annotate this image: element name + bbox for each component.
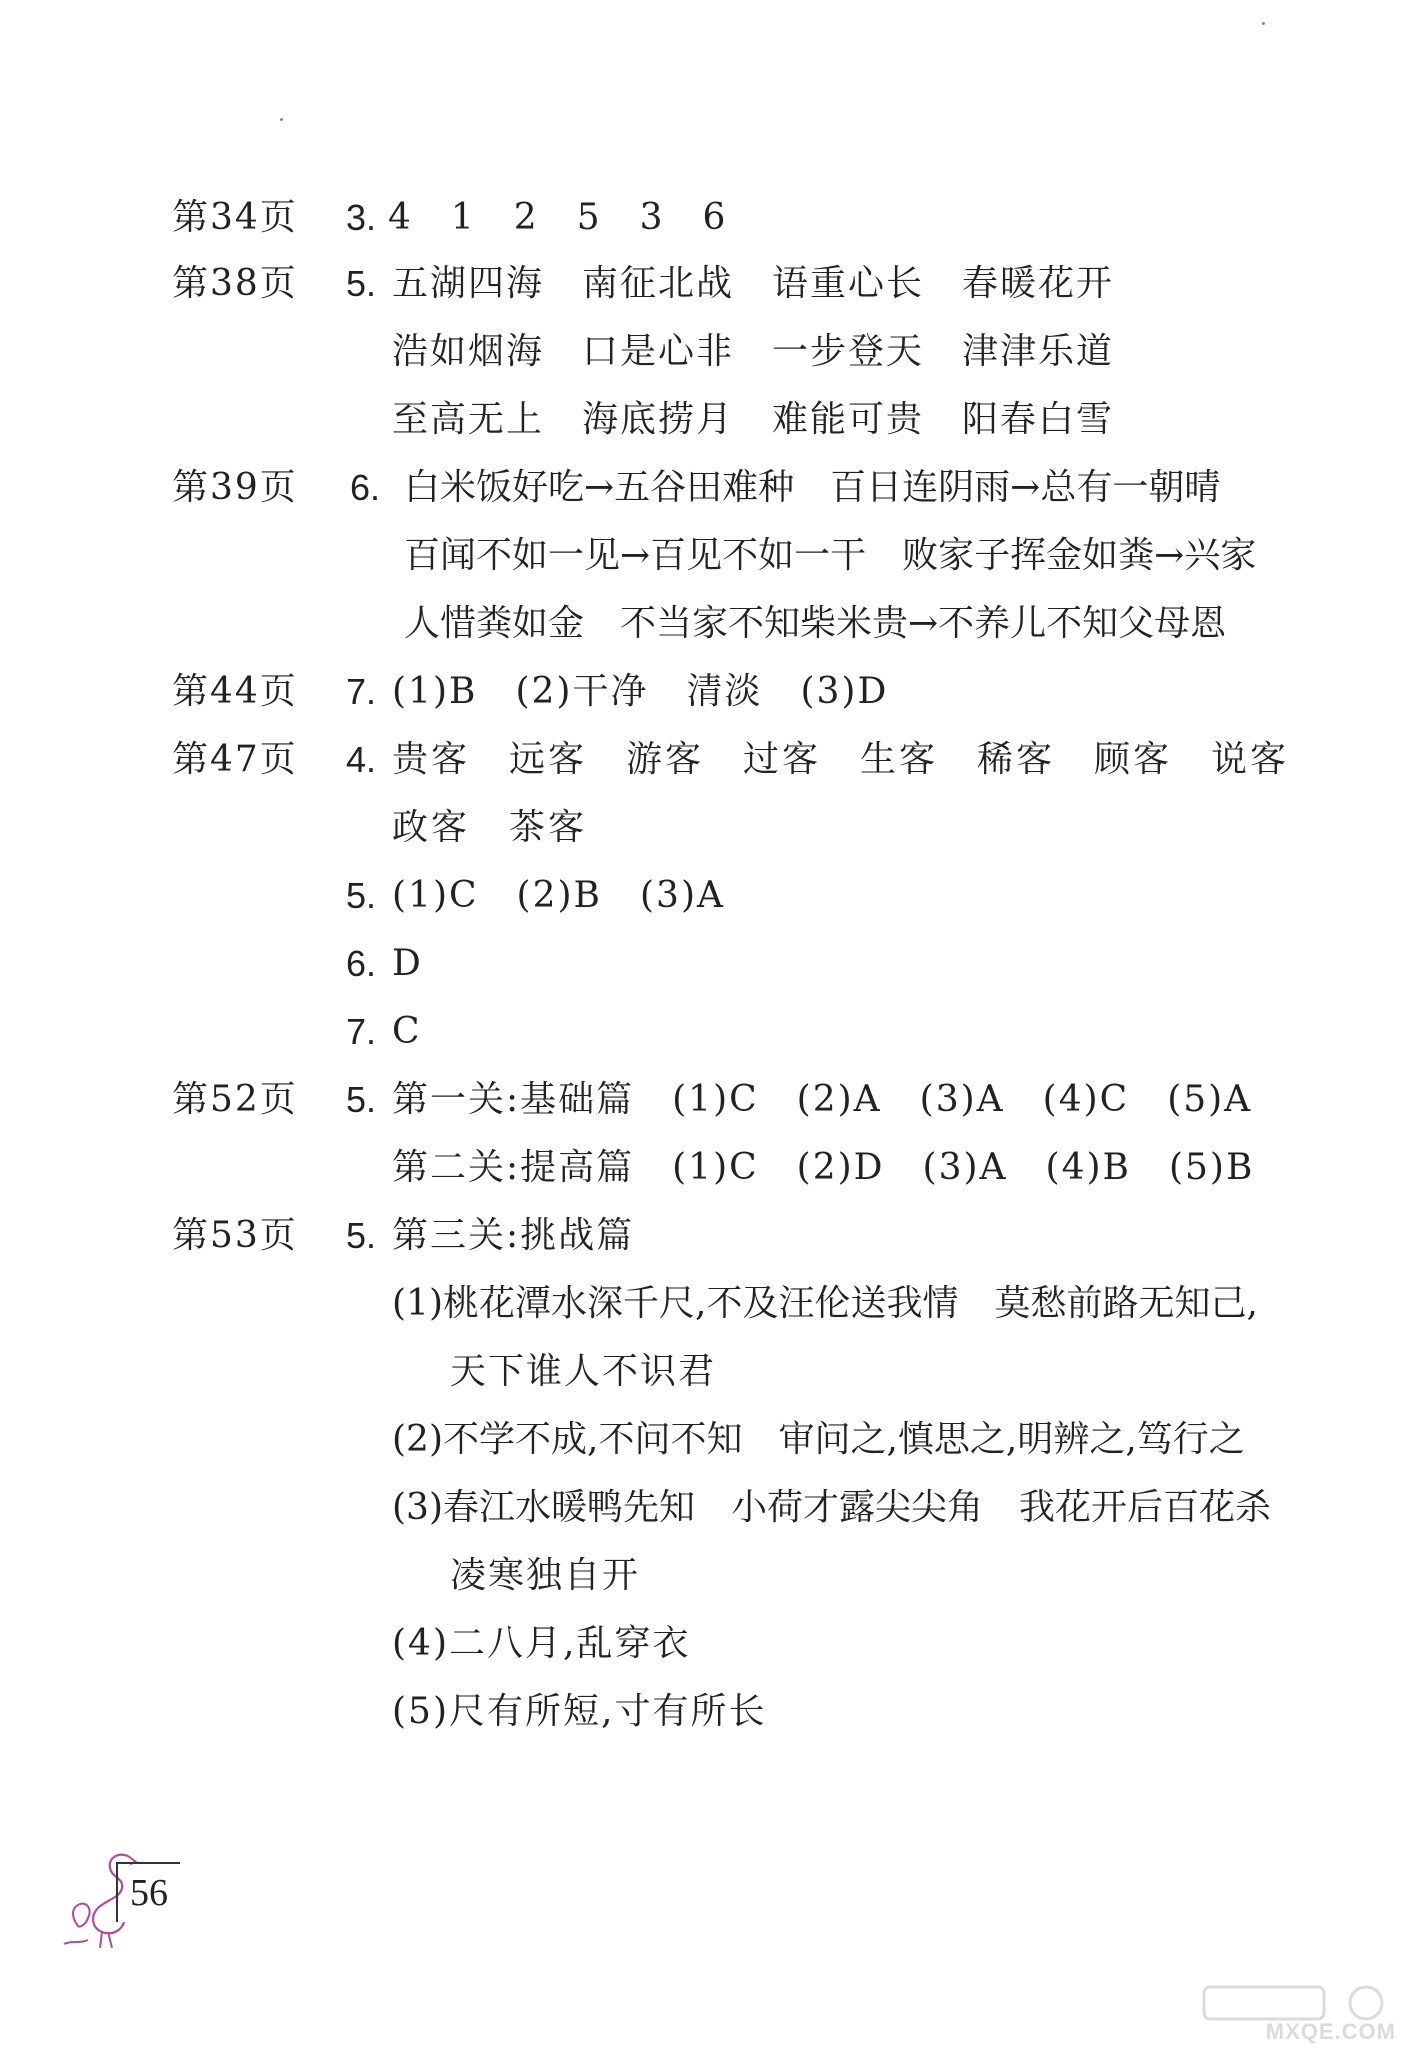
watermark-text: MXQE.COM [1265, 2019, 1396, 2044]
question-number: 5. [346, 1215, 377, 1256]
watermark-seal-icon [1196, 1985, 1396, 2021]
answer-line: 贵客 远客 游客 过客 生客 稀客 顾客 说客 [392, 739, 1290, 780]
page-ref-label: 第47页 [172, 739, 298, 780]
question-number: 5. [346, 875, 377, 916]
page-ref-label: 第52页 [172, 1079, 298, 1120]
answer-line: 百闻不如一见→百见不如一干 败家子挥金如粪→兴家 [404, 535, 1257, 576]
question-number: 4. [346, 739, 377, 780]
watermark-logo [1196, 1985, 1396, 2045]
answer-line: C [392, 1011, 422, 1052]
question-number: 5. [346, 1079, 377, 1120]
answer-line: 天下谁人不识君 [450, 1351, 717, 1392]
question-number: 7. [346, 1011, 377, 1052]
question-number: 6. [346, 943, 377, 984]
question-number: 7. [346, 671, 377, 712]
question-number: 5. [346, 263, 377, 304]
answer-line: D [392, 943, 423, 984]
page-ref-label: 第34页 [172, 197, 298, 238]
answer-line: 浩如烟海 口是心非 一步登天 津津乐道 [392, 331, 1115, 372]
answer-line: 凌寒独自开 [450, 1555, 641, 1596]
answer-line: (1)C (2)B (3)A [392, 875, 725, 916]
answer-line: 五湖四海 南征北战 语重心长 春暖花开 [392, 263, 1115, 304]
answer-line: 至高无上 海底捞月 难能可贵 阳春白雪 [392, 399, 1115, 440]
question-number: 6. [350, 467, 381, 508]
page-ref-label: 第44页 [172, 671, 298, 712]
question-number: 3. [346, 197, 377, 238]
answer-line: 4 1 2 5 3 6 [388, 197, 728, 238]
answer-line: (4)二八月,乱穿衣 [392, 1623, 691, 1664]
page-ref-label: 第53页 [172, 1215, 298, 1256]
answer-line: 第一关:基础篇 (1)C (2)A (3)A (4)C (5)A [392, 1079, 1253, 1120]
scan-speck [1262, 22, 1265, 25]
answer-line: 人惜粪如金 不当家不知柴米贵→不养儿不知父母恩 [404, 603, 1227, 644]
answer-line: 白米饭好吃→五谷田难种 百日连阴雨→总有一朝晴 [404, 467, 1221, 508]
page-number: 56 [116, 1862, 180, 1922]
answer-line: 第三关:挑战篇 [392, 1215, 635, 1256]
answer-line: (1)桃花潭水深千尺,不及汪伦送我情 莫愁前路无知己, [392, 1283, 1258, 1324]
answer-line: (2)不学不成,不问不知 审问之,慎思之,明辨之,笃行之 [392, 1419, 1245, 1460]
answer-line: (1)B (2)干净 清淡 (3)D [392, 671, 889, 712]
scan-speck [280, 118, 283, 121]
page-ref-label: 第39页 [172, 467, 298, 508]
answer-line: 政客 茶客 [392, 807, 588, 848]
answer-line: (3)春江水暖鸭先知 小荷才露尖尖角 我花开后百花杀 [392, 1487, 1271, 1528]
answer-line: 第二关:提高篇 (1)C (2)D (3)A (4)B (5)B [392, 1147, 1255, 1188]
answer-line: (5)尺有所短,寸有所长 [392, 1691, 767, 1732]
page-ref-label: 第38页 [172, 263, 298, 304]
